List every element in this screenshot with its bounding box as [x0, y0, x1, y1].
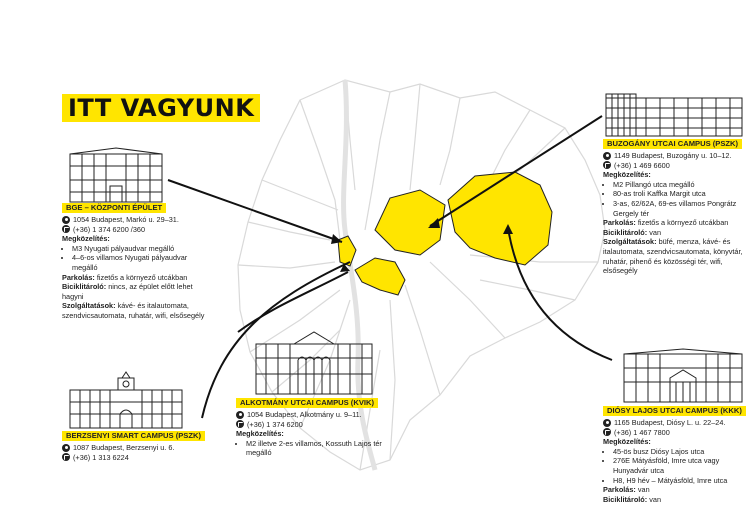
- address-text: 1165 Budapest, Diósy L. u. 22–24.: [614, 418, 726, 427]
- access-label: Megközelítés:: [603, 170, 651, 180]
- phone-icon: [603, 428, 611, 436]
- bike-text: nincs, az épület előtt lehet hagyni: [62, 282, 193, 301]
- parking-label: Parkolás:: [603, 485, 636, 495]
- page-title: ITT VAGYUNK: [62, 94, 260, 122]
- phone-row: [603, 161, 753, 171]
- address-text: 1149 Budapest, Buzogány u. 10–12.: [614, 151, 732, 160]
- bike-row: [62, 282, 210, 301]
- phone-row: [603, 428, 753, 438]
- list-item: • M3 Nyugati pályaudvar megálló: [72, 244, 210, 254]
- bge-central-building-illustration: [68, 146, 164, 204]
- campus-name: BUZOGÁNY UTCAI CAMPUS (PSZK): [603, 139, 742, 149]
- address-row: [62, 215, 210, 225]
- parking-label: Parkolás:: [62, 272, 95, 282]
- bike-label: Biciklitároló:: [62, 282, 107, 292]
- parking-text: fizetős a környező utcákban: [96, 272, 188, 282]
- phone-row: [62, 453, 212, 463]
- parking-text: van: [637, 485, 650, 495]
- access-list: [236, 439, 386, 458]
- pszk-building-illustration: [604, 92, 744, 138]
- kkk-building-illustration: [622, 348, 744, 404]
- parking-row: [603, 485, 753, 495]
- phone-row: [236, 420, 386, 430]
- access-label: Megközelítés:: [236, 429, 284, 439]
- bike-text: van: [649, 227, 661, 237]
- bike-row: [603, 228, 753, 238]
- phone-text: (+36) 1 467 7800: [614, 427, 670, 437]
- access-label: Megközelítés:: [603, 437, 651, 447]
- map-pin-icon: [62, 216, 70, 224]
- campus-pszk: [603, 139, 753, 276]
- list-item: • H8, H9 hév – Mátyásföld, Imre utca: [613, 476, 753, 486]
- list-item: • 4–6-os villamos Nyugati pályaudvar megálló: [72, 253, 210, 272]
- access-list: [62, 244, 210, 273]
- list-item: • M2 Pillangó utca megálló: [613, 180, 753, 190]
- campus-name: DIÓSY LAJOS UTCAI CAMPUS (KKK): [603, 406, 746, 416]
- list-item: • 80-as troli Kaffka Margit utca: [613, 189, 753, 199]
- parking-row: [62, 273, 210, 283]
- address-row: [603, 151, 753, 161]
- phone-text: (+36) 1 374 6200 /360: [73, 224, 146, 234]
- campus-bge: [62, 203, 210, 321]
- parking-label: Parkolás:: [603, 218, 636, 228]
- address-text: 1054 Budapest, Markó u. 29–31.: [73, 215, 179, 224]
- access-list: [603, 180, 753, 218]
- access-list: [603, 447, 753, 485]
- services-label: Szolgáltatások:: [62, 301, 116, 311]
- bike-label: Biciklitároló:: [603, 494, 648, 504]
- campus-berzsenyi: [62, 431, 212, 462]
- address-row: [236, 410, 386, 420]
- address-text: 1054 Budapest, Alkotmány u. 9–11.: [247, 410, 362, 419]
- bike-text: van: [649, 494, 661, 504]
- campus-name: BGE – KÖZPONTI ÉPÜLET: [62, 203, 166, 213]
- services-row: [62, 301, 210, 320]
- campus-name: ALKOTMÁNY UTCAI CAMPUS (KVIK): [236, 398, 378, 408]
- address-text: 1087 Budapest, Berzsenyi u. 6.: [73, 443, 175, 452]
- list-item: • 45-ös busz Diósy Lajos utca: [613, 447, 753, 457]
- kvik-building-illustration: [254, 330, 374, 396]
- district-vii: [355, 258, 405, 295]
- phone-row: [62, 225, 210, 235]
- phone-icon: [62, 225, 70, 233]
- bike-label: Biciklitároló:: [603, 227, 648, 237]
- phone-icon: [236, 420, 244, 428]
- berzsenyi-building-illustration: [68, 370, 184, 430]
- parking-row: [603, 218, 753, 228]
- phone-text: (+36) 1 313 6224: [73, 452, 129, 462]
- phone-icon: [62, 453, 70, 461]
- map-pin-icon: [62, 444, 70, 452]
- phone-text: (+36) 1 469 6600: [614, 160, 670, 170]
- map-pin-icon: [603, 152, 611, 160]
- map-pin-icon: [236, 411, 244, 419]
- phone-text: (+36) 1 374 6200: [247, 419, 303, 429]
- access-label: Megközelítés:: [62, 234, 110, 244]
- list-item: • 3-as, 62/62A, 69-es villamos Pongrátz Gergely tér: [613, 199, 753, 218]
- services-text: kávé- és italautomata, szendvicsautomata, ruhatár, wifi, elsősegély: [62, 301, 205, 320]
- parking-text: fizetős a környező utcákban: [637, 218, 729, 228]
- phone-icon: [603, 161, 611, 169]
- services-label: Szolgáltatások:: [603, 237, 657, 247]
- services-text: büfé, menza, kávé- és italautomata, szendvicsautomata, könyvtár, ruhatár, pihenő és közösségi tér, wifi, elsősegély: [603, 237, 743, 276]
- address-row: [603, 418, 753, 428]
- district-xiv: [448, 172, 552, 265]
- map-pin-icon: [603, 419, 611, 427]
- campus-name: BERZSENYI SMART CAMPUS (PSZK): [62, 431, 205, 441]
- list-item: • M2 illetve 2-es villamos, Kossuth Lajos tér megálló: [246, 439, 386, 458]
- campus-kvik: [236, 398, 386, 458]
- services-row: [603, 237, 753, 275]
- list-item: • 276E Mátyásföld, Imre utca vagy Hunyadvár utca: [613, 456, 753, 475]
- address-row: [62, 443, 212, 453]
- bike-row: [603, 495, 753, 505]
- campus-kkk: [603, 406, 753, 504]
